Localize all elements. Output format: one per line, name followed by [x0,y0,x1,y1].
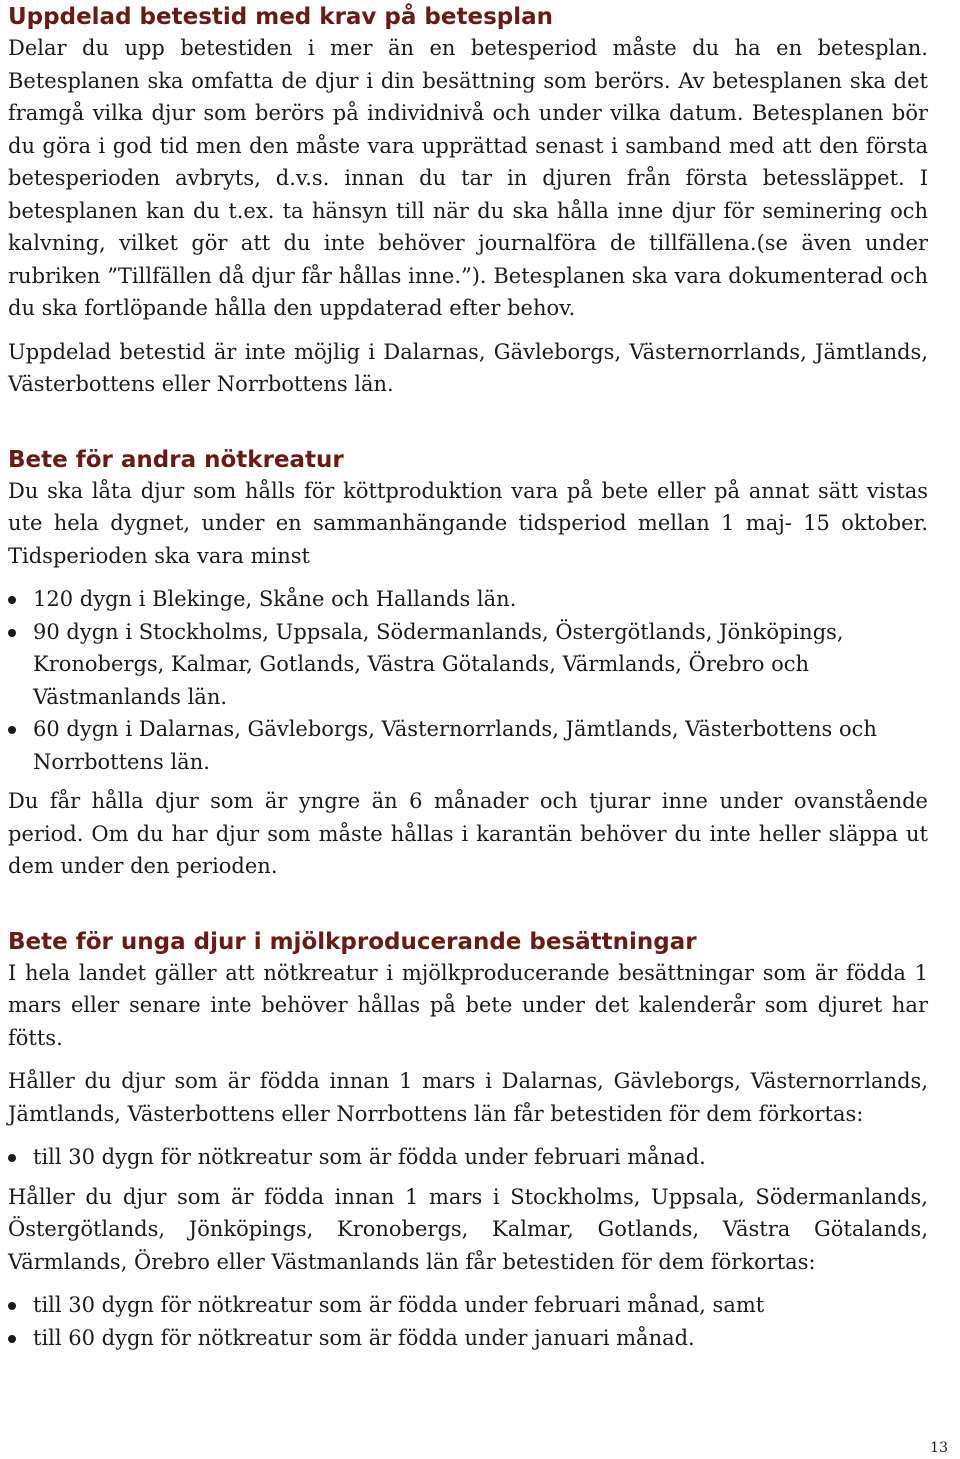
document-page [8,0,928,1354]
page-number: 13 [930,1440,948,1456]
list-item-text: 90 dygn i Stockholms, Uppsala, Södermanlands, Östergötlands, Jönköpings, Kronobergs, Kalmar, Gotlands, Västra Götalands, Värmlands, Örebro och Västmanlands län. [33,619,844,709]
bullet-icon [8,629,16,637]
list-item-text: till 60 dygn för nötkreatur som är födda under januari månad. [33,1325,695,1350]
list-item [8,616,928,714]
section-heading-split-grazing: Uppdelad betestid med krav på betesplan [8,4,554,30]
list-item-text: 120 dygn i Blekinge, Skåne och Hallands län. [33,587,517,611]
list-item [8,713,928,778]
paragraph-southern-counties: Håller du djur som är födda innan 1 mars i Stockholms, Uppsala, Södermanlands, Östergötlands, Jönköpings, Kronobergs, Kalmar, Gotlands, Västra Götalands, Värmlands, Örebro eller Västmanlands län får betestiden för dem förkortas: [8,1184,928,1274]
paragraph-split-not-allowed: Uppdelad betestid är inte möjlig i Dalarnas, Gävleborgs, Västernorrlands, Jämtlands, Västerbottens eller Norrbottens län. [8,339,928,396]
bullet-icon [8,1302,16,1310]
section-heading-other-cattle: Bete för andra nötkreatur [8,446,344,473]
bullet-icon [8,726,16,734]
list-item [8,1289,928,1322]
paragraph-grazing-plan: Delar du upp betestiden i mer än en betesperiod måste du ha en betesplan. Betesplanen ska omfatta de djur i din besättning som berörs. Av betesplanen ska det framgå vilka djur som berörs på individnivå och under vilka datum. Betesplanen bör du göra i god tid men den måste vara upprättad senast i samband med att den första betesperioden avbryts, d.v.s. innan du tar in djuren från första betessläppet. I betesplanen kan du t.ex. ta hänsyn till när du ska hålla inne djur för seminering och kalvning, vilket gör att du inte behöver journalföra de tillfällena.(se även under rubriken ”Tillfällen då djur får hållas inne.”). Betesplanen ska vara dokumenterad och du ska fortlöpande hålla den uppdaterad efter behov. [8,36,928,320]
bullet-list-northern-shortening [8,1141,928,1174]
list-item [8,1141,928,1174]
bullet-list-grazing-days [8,583,928,778]
list-item-text: 60 dygn i Dalarnas, Gävleborgs, Västernorrlands, Jämtlands, Västerbottens och Norrbottens län. [33,717,877,774]
bullet-list-southern-shortening [8,1289,928,1354]
paragraph-young-animals-quarantine: Du får hålla djur som är yngre än 6 månader och tjurar inne under ovanstående period. Om du har djur som måste hållas i karantän behöver du inte heller släppa ut dem under den perioden. [8,789,928,878]
bullet-icon [8,1154,16,1162]
section-heading-young-dairy: Bete för unga djur i mjölkproducerande besättningar [8,928,697,955]
paragraph-northern-counties: Håller du djur som är födda innan 1 mars i Dalarnas, Gävleborgs, Västernorrlands, Jämtlands, Västerbottens eller Norrbottens län får betestiden för dem förkortas: [8,1069,928,1126]
list-item [8,583,928,616]
list-item-text: till 30 dygn för nötkreatur som är födda under februari månad. [33,1145,706,1169]
list-item-text: till 30 dygn för nötkreatur som är födda under februari månad, samt [33,1293,765,1317]
list-item [8,1322,928,1355]
bullet-icon [8,1335,16,1343]
bullet-icon [8,596,16,604]
paragraph-other-cattle-intro: Du ska låta djur som hålls för köttproduktion vara på bete eller på annat sätt vistas ute hela dygnet, under en sammanhängande tidsperiod mellan 1 maj- 15 oktober. Tidsperioden ska vara minst [8,478,928,568]
paragraph-born-after-march: I hela landet gäller att nötkreatur i mjölkproducerande besättningar som är födda 1 mars eller senare inte behöver hållas på bete under det kalenderår som djuret har fötts. [8,960,928,1050]
